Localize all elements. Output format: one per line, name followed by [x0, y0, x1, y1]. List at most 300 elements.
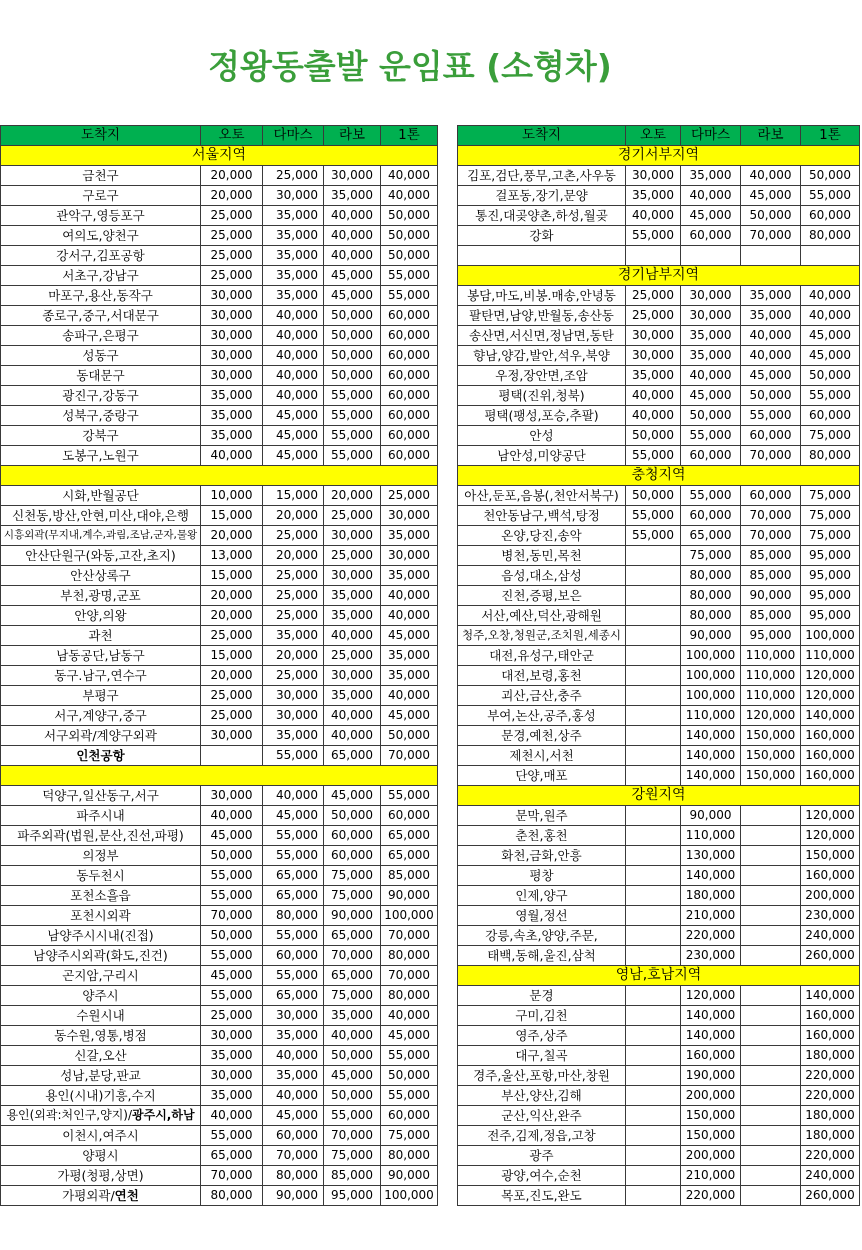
fare-cell-damas: 200,000 [681, 1086, 741, 1106]
table-row [1, 1006, 438, 1026]
fare-cell-labo: 55,000 [324, 426, 381, 446]
fare-cell-labo [741, 1086, 801, 1106]
table-row [1, 1166, 438, 1186]
destination-label: 괴산,금산,충주 [501, 688, 582, 703]
fare-cell-auto [626, 906, 681, 926]
fare-cell-damas: 40,000 [263, 1086, 324, 1106]
fare-cell-auto: 50,000 [201, 846, 263, 866]
table-row [458, 666, 860, 686]
destination-cell [458, 1066, 626, 1086]
fare-cell-damas: 30,000 [263, 686, 324, 706]
table-row [458, 486, 860, 506]
fare-cell-auto: 45,000 [201, 966, 263, 986]
fare-cell-auto [201, 746, 263, 766]
destination-label: 양주시 [82, 988, 119, 1003]
fare-cell-1-ton: 260,000 [801, 946, 860, 966]
section-title: 영남,호남지역 [458, 966, 860, 986]
destination-label: 문경,예천,상주 [501, 728, 582, 743]
table-row [458, 726, 860, 746]
column-header-1-ton: 1톤 [801, 126, 860, 146]
destination-label: 부평구 [82, 688, 119, 703]
fare-cell-labo: 50,000 [324, 306, 381, 326]
section-title [1, 466, 438, 486]
fare-cell-labo: 70,000 [324, 1126, 381, 1146]
fare-cell-1-ton: 80,000 [381, 1146, 438, 1166]
fare-cell-damas: 60,000 [681, 506, 741, 526]
fare-cell-auto [626, 746, 681, 766]
fare-table-right [457, 125, 860, 1206]
fare-cell-1-ton: 60,000 [381, 366, 438, 386]
fare-cell-labo: 35,000 [324, 586, 381, 606]
destination-label: 동대문구 [76, 368, 125, 383]
fare-cell-1-ton: 140,000 [801, 986, 860, 1006]
destination-label: 관악구,영등포구 [56, 208, 145, 223]
destination-cell [1, 1106, 201, 1126]
fare-cell-damas: 15,000 [263, 486, 324, 506]
table-row [1, 286, 438, 306]
table-row [1, 826, 438, 846]
destination-cell [1, 246, 201, 266]
fare-cell-labo: 55,000 [741, 406, 801, 426]
destination-label: 광진구,강동구 [62, 388, 139, 403]
fare-cell-damas: 35,000 [263, 626, 324, 646]
destination-label: 음성,대소,삼성 [501, 568, 582, 583]
fare-cell-1-ton: 60,000 [381, 346, 438, 366]
fare-cell-damas: 150,000 [681, 1106, 741, 1126]
destination-label: 부여,논산,공주,홍성 [487, 708, 596, 723]
destination-label: 문막,원주 [515, 808, 568, 823]
fare-cell-auto: 35,000 [201, 406, 263, 426]
fare-cell-labo: 70,000 [741, 506, 801, 526]
table-row [1, 1046, 438, 1066]
fare-cell-labo: 150,000 [741, 726, 801, 746]
table-row [1, 666, 438, 686]
fare-cell-labo: 95,000 [324, 1186, 381, 1206]
fare-cell-1-ton: 75,000 [801, 426, 860, 446]
fare-cell-1-ton: 40,000 [801, 306, 860, 326]
destination-label: 인제,양구 [515, 888, 568, 903]
fare-cell-auto [626, 1186, 681, 1206]
fare-cell-1-ton: 160,000 [801, 866, 860, 886]
fare-cell-auto [626, 846, 681, 866]
fare-cell-1-ton: 80,000 [801, 446, 860, 466]
destination-cell [1, 606, 201, 626]
fare-cell-1-ton: 85,000 [381, 866, 438, 886]
fare-cell-auto [626, 1126, 681, 1146]
fare-cell-1-ton: 50,000 [801, 366, 860, 386]
table-row [458, 1146, 860, 1166]
destination-label: 가평외곽/ [62, 1188, 115, 1203]
destination-label: 동수원,영통,병점 [54, 1028, 147, 1043]
destination-label: 신갈,오산 [74, 1048, 127, 1063]
fare-cell-auto [626, 886, 681, 906]
destination-label: 향남,양감,발안,석우,북양 [473, 348, 610, 363]
fare-cell-1-ton: 30,000 [381, 506, 438, 526]
fare-cell-damas: 45,000 [263, 406, 324, 426]
fare-cell-labo: 65,000 [324, 746, 381, 766]
fare-cell-damas: 220,000 [681, 1186, 741, 1206]
table-row [1, 1126, 438, 1146]
fare-cell-labo: 40,000 [324, 726, 381, 746]
table-row [458, 346, 860, 366]
fare-cell-damas: 120,000 [681, 986, 741, 1006]
destination-label: 용인(시내)기흥,수지 [45, 1088, 156, 1103]
fare-cell-labo: 60,000 [741, 486, 801, 506]
destination-cell [458, 546, 626, 566]
destination-cell [1, 1186, 201, 1206]
table-row [1, 186, 438, 206]
fare-cell-auto: 50,000 [201, 926, 263, 946]
fare-cell-1-ton: 150,000 [801, 846, 860, 866]
fare-cell-damas: 210,000 [681, 906, 741, 926]
column-header-auto: 오토 [201, 126, 263, 146]
fare-cell-damas: 40,000 [263, 346, 324, 366]
fare-cell-auto: 55,000 [201, 946, 263, 966]
fare-cell-auto: 30,000 [626, 326, 681, 346]
fare-cell-1-ton: 75,000 [801, 526, 860, 546]
destination-label: 곤지암,구리시 [62, 968, 139, 983]
fare-cell-damas: 40,000 [681, 186, 741, 206]
fare-cell-1-ton: 70,000 [381, 926, 438, 946]
destination-label: 도봉구,노원구 [62, 448, 139, 463]
destination-label: 통진,대곶양촌,하성,월곶 [475, 208, 608, 223]
destination-cell [1, 446, 201, 466]
fare-cell-auto: 15,000 [201, 646, 263, 666]
table-row [458, 1126, 860, 1146]
destination-cell [1, 946, 201, 966]
fare-cell-1-ton: 60,000 [381, 406, 438, 426]
destination-label: 걸포동,장기,문양 [495, 188, 588, 203]
fare-cell-damas: 100,000 [681, 686, 741, 706]
fare-cell-auto [626, 1086, 681, 1106]
section-divider [1, 466, 438, 486]
destination-cell [1, 926, 201, 946]
fare-cell-labo [741, 906, 801, 926]
destination-cell [458, 166, 626, 186]
fare-cell-damas: 50,000 [681, 406, 741, 426]
fare-cell-labo: 30,000 [324, 566, 381, 586]
fare-cell-auto [626, 986, 681, 1006]
fare-cell-damas: 25,000 [263, 566, 324, 586]
destination-cell [458, 206, 626, 226]
table-row [1, 946, 438, 966]
fare-cell-damas: 45,000 [263, 446, 324, 466]
column-header-labo: 라보 [324, 126, 381, 146]
destination-cell [1, 306, 201, 326]
fare-cell-labo: 90,000 [324, 906, 381, 926]
fare-cell-auto [626, 946, 681, 966]
fare-cell-damas: 35,000 [681, 346, 741, 366]
destination-cell [1, 386, 201, 406]
fare-cell-damas: 20,000 [263, 546, 324, 566]
table-row [458, 286, 860, 306]
fare-cell-damas: 25,000 [263, 606, 324, 626]
fare-cell-1-ton: 60,000 [381, 426, 438, 446]
fare-cell-labo: 50,000 [324, 366, 381, 386]
table-row [1, 706, 438, 726]
fare-cell-damas: 35,000 [681, 166, 741, 186]
fare-cell-labo: 40,000 [324, 626, 381, 646]
fare-cell-1-ton: 40,000 [381, 586, 438, 606]
table-row [458, 446, 860, 466]
fare-cell-labo: 40,000 [741, 346, 801, 366]
fare-cell-damas: 130,000 [681, 846, 741, 866]
destination-label: 파주외곽(법원,문산,진선,파평) [17, 828, 184, 843]
fare-cell-damas: 100,000 [681, 646, 741, 666]
fare-cell-1-ton: 55,000 [381, 266, 438, 286]
fare-cell-1-ton: 70,000 [381, 966, 438, 986]
fare-cell-labo: 30,000 [324, 666, 381, 686]
fare-cell-1-ton: 95,000 [801, 566, 860, 586]
fare-cell-auto: 55,000 [201, 1126, 263, 1146]
fare-cell-auto: 55,000 [201, 986, 263, 1006]
destination-label: 봉담,마도,비봉.매송,안녕동 [467, 288, 616, 303]
destination-cell [1, 1166, 201, 1186]
destination-cell [1, 206, 201, 226]
fare-cell-damas: 55,000 [263, 826, 324, 846]
fare-cell-damas: 40,000 [263, 366, 324, 386]
fare-cell-labo: 85,000 [741, 606, 801, 626]
fare-cell-labo: 40,000 [324, 226, 381, 246]
fare-cell-damas: 230,000 [681, 946, 741, 966]
fare-cell-auto: 30,000 [201, 1066, 263, 1086]
table-row [1, 1186, 438, 1206]
destination-label: 가평(청평,상면) [57, 1168, 144, 1183]
fare-cell-auto [626, 766, 681, 786]
fare-cell-labo: 35,000 [741, 306, 801, 326]
fare-cell-auto: 15,000 [201, 566, 263, 586]
table-row [1, 986, 438, 1006]
section-header [458, 146, 860, 166]
destination-cell [458, 986, 626, 1006]
destination-cell [458, 1126, 626, 1146]
destination-label: 수원시내 [76, 1008, 125, 1023]
fare-cell-labo: 85,000 [741, 566, 801, 586]
column-header-labo: 라보 [741, 126, 801, 146]
fare-cell-auto [626, 1166, 681, 1186]
table-row [458, 246, 860, 266]
fare-cell-labo: 35,000 [324, 686, 381, 706]
fare-cell-auto [626, 686, 681, 706]
destination-cell [458, 226, 626, 246]
fare-cell-labo: 40,000 [741, 166, 801, 186]
fare-cell-labo [741, 986, 801, 1006]
fare-cell-auto: 25,000 [201, 706, 263, 726]
fare-cell-damas: 20,000 [263, 646, 324, 666]
fare-cell-damas: 65,000 [681, 526, 741, 546]
destination-cell [1, 266, 201, 286]
destination-label: 화천,금화,안흥 [501, 848, 582, 863]
fare-cell-labo [741, 246, 801, 266]
column-header-damas: 다마스 [681, 126, 741, 146]
destination-cell [1, 706, 201, 726]
fare-cell-damas: 140,000 [681, 1006, 741, 1026]
fare-cell-damas: 75,000 [681, 546, 741, 566]
fare-cell-labo: 55,000 [324, 1106, 381, 1126]
table-row [458, 626, 860, 646]
destination-label: 문경 [529, 988, 554, 1003]
destination-cell [458, 326, 626, 346]
table-row [458, 1186, 860, 1206]
fare-cell-1-ton: 95,000 [801, 546, 860, 566]
fare-cell-damas: 110,000 [681, 826, 741, 846]
fare-cell-1-ton: 160,000 [801, 726, 860, 746]
destination-label: 우정,장안면,조암 [495, 368, 588, 383]
destination-cell [1, 746, 201, 766]
table-row [1, 786, 438, 806]
destination-label: 포천시외곽 [70, 908, 131, 923]
destination-cell [458, 846, 626, 866]
fare-cell-labo: 70,000 [324, 946, 381, 966]
fare-cell-auto: 20,000 [201, 606, 263, 626]
fare-cell-1-ton: 60,000 [381, 1106, 438, 1126]
destination-cell [1, 1046, 201, 1066]
fare-cell-damas: 160,000 [681, 1046, 741, 1066]
fare-table-left [0, 125, 438, 1206]
fare-cell-1-ton: 120,000 [801, 806, 860, 826]
fare-cell-auto: 35,000 [626, 186, 681, 206]
fare-cell-damas: 190,000 [681, 1066, 741, 1086]
destination-label: 이천시,여주시 [62, 1128, 139, 1143]
fare-cell-labo: 65,000 [324, 966, 381, 986]
fare-cell-1-ton: 160,000 [801, 1006, 860, 1026]
destination-label: 시화,반월공단 [62, 488, 139, 503]
destination-label: 구미,김천 [515, 1008, 568, 1023]
column-header-auto: 오토 [626, 126, 681, 146]
fare-cell-auto: 55,000 [626, 446, 681, 466]
fare-cell-damas: 35,000 [263, 1066, 324, 1086]
fare-cell-auto [626, 666, 681, 686]
section-title: 경기서부지역 [458, 146, 860, 166]
fare-cell-labo [741, 1146, 801, 1166]
destination-cell [1, 906, 201, 926]
fare-cell-damas: 40,000 [263, 326, 324, 346]
fare-cell-auto: 20,000 [201, 666, 263, 686]
destination-cell [458, 406, 626, 426]
section-divider [1, 766, 438, 786]
destination-label: 진천,증평,보은 [501, 588, 582, 603]
fare-cell-damas: 25,000 [263, 526, 324, 546]
destination-label: 강북구 [82, 428, 119, 443]
destination-label: 대전,보령,홍천 [501, 668, 582, 683]
fare-cell-auto [626, 566, 681, 586]
fare-cell-labo: 25,000 [324, 546, 381, 566]
table-row [1, 366, 438, 386]
fare-cell-1-ton: 40,000 [381, 606, 438, 626]
table-row [458, 586, 860, 606]
table-row [458, 166, 860, 186]
destination-cell [1, 366, 201, 386]
fare-cell-auto: 35,000 [201, 386, 263, 406]
section-title: 경기남부지역 [458, 266, 860, 286]
fare-cell-damas: 150,000 [681, 1126, 741, 1146]
table-row [458, 426, 860, 446]
fare-cell-auto: 55,000 [626, 506, 681, 526]
fare-cell-labo: 30,000 [324, 526, 381, 546]
destination-label: 포천소흘읍 [70, 888, 131, 903]
table-row [1, 966, 438, 986]
fare-cell-1-ton: 180,000 [801, 1046, 860, 1066]
fare-cell-1-ton: 160,000 [801, 746, 860, 766]
fare-cell-labo: 150,000 [741, 766, 801, 786]
destination-cell [1, 546, 201, 566]
destination-label-bold: 인천공항 [76, 748, 125, 763]
destination-label: 안성 [529, 428, 554, 443]
column-header-1-ton: 1톤 [381, 126, 438, 146]
fare-cell-1-ton: 40,000 [381, 1006, 438, 1026]
destination-cell [1, 1006, 201, 1026]
fare-cell-auto: 30,000 [201, 326, 263, 346]
table-row [1, 486, 438, 506]
fare-cell-auto: 30,000 [201, 1026, 263, 1046]
table-row [1, 1026, 438, 1046]
fare-cell-labo: 75,000 [324, 986, 381, 1006]
fare-cell-auto: 40,000 [201, 1106, 263, 1126]
table-row [458, 686, 860, 706]
fare-cell-auto [626, 1046, 681, 1066]
fare-cell-1-ton: 60,000 [381, 386, 438, 406]
fare-cell-labo [741, 1106, 801, 1126]
table-row [458, 1046, 860, 1066]
fare-cell-labo: 70,000 [741, 446, 801, 466]
fare-cell-1-ton: 50,000 [381, 1066, 438, 1086]
fare-cell-damas: 55,000 [681, 426, 741, 446]
table-row [1, 426, 438, 446]
fare-cell-auto: 40,000 [201, 446, 263, 466]
fare-cell-1-ton: 90,000 [381, 1166, 438, 1186]
fare-cell-damas: 40,000 [681, 366, 741, 386]
fare-cell-damas: 65,000 [263, 866, 324, 886]
fare-cell-damas: 45,000 [681, 206, 741, 226]
fare-cell-damas: 180,000 [681, 886, 741, 906]
fare-cell-1-ton: 55,000 [381, 286, 438, 306]
fare-cell-labo: 50,000 [324, 806, 381, 826]
destination-cell [458, 666, 626, 686]
destination-label: 성북구,중랑구 [62, 408, 139, 423]
fare-cell-1-ton: 260,000 [801, 1186, 860, 1206]
table-row [1, 726, 438, 746]
fare-cell-1-ton: 180,000 [801, 1106, 860, 1126]
fare-cell-auto: 30,000 [626, 166, 681, 186]
fare-cell-1-ton: 55,000 [381, 786, 438, 806]
fare-cell-1-ton: 120,000 [801, 826, 860, 846]
destination-label: 영월,정선 [515, 908, 568, 923]
fare-cell-auto: 50,000 [626, 426, 681, 446]
table-row [458, 706, 860, 726]
fare-cell-1-ton: 50,000 [381, 226, 438, 246]
fare-cell-1-ton: 80,000 [801, 226, 860, 246]
fare-cell-auto [626, 1066, 681, 1086]
fare-cell-auto: 55,000 [626, 526, 681, 546]
fare-cell-damas: 140,000 [681, 766, 741, 786]
fare-cell-damas: 35,000 [263, 226, 324, 246]
table-row [458, 646, 860, 666]
table-row [458, 766, 860, 786]
table-row [458, 206, 860, 226]
table-row [458, 906, 860, 926]
destination-label: 부천,광명,군포 [60, 588, 141, 603]
destination-cell [1, 626, 201, 646]
table-row [1, 206, 438, 226]
fare-cell-auto: 13,000 [201, 546, 263, 566]
destination-cell [458, 926, 626, 946]
table-row [1, 586, 438, 606]
fare-cell-damas: 35,000 [263, 246, 324, 266]
destination-label: 서구외곽/계양구외곽 [44, 728, 157, 743]
fare-cell-auto [626, 726, 681, 746]
destination-label: 청주,오창,청원군,조치원,세종시 [461, 628, 622, 642]
destination-cell [458, 646, 626, 666]
